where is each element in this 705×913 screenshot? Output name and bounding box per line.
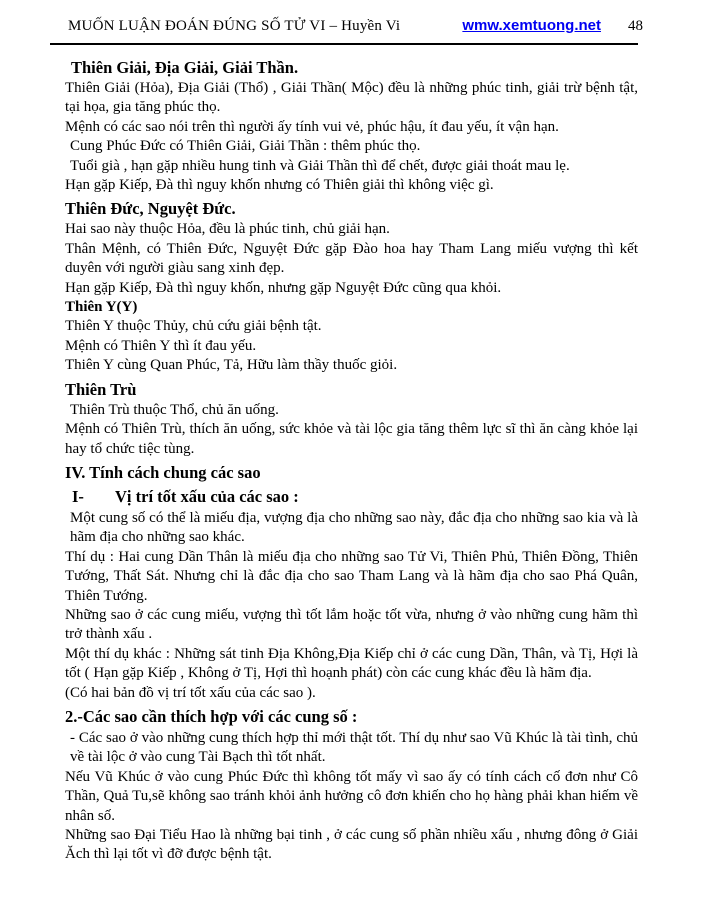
paragraph: Một cung số có thể là miếu địa, vượng địa cho những sao này, đắc địa cho những sao kia và là hãm địa cho những sao khác. <box>70 509 638 546</box>
paragraph: Tuổi già , hạn gặp nhiều hung tinh và Giải Thần thì để chết, được giải thoát mau lẹ. <box>70 157 570 174</box>
page-number: 48 <box>628 18 643 34</box>
heading-number: I- <box>72 486 84 506</box>
paragraph: Hạn gặp Kiếp, Đà thì nguy khốn nhưng có Thiên giải thì không việc gì. <box>65 177 494 194</box>
paragraph: Thân Mệnh, có Thiên Đức, Nguyệt Đức gặp Đào hoa hay Tham Lang miếu vượng thì kết duyên với người giàu sang xinh đẹp. <box>65 240 638 277</box>
section-heading: Thiên Trù <box>65 379 137 399</box>
paragraph: - Các sao ở vào những cung thích hợp thỉ mới thật tốt. Thí dụ như sao Vũ Khúc là tài tình, chủ về tài lộc ở vào cung Tài Bạch thì tốt nhất. <box>70 729 638 766</box>
section-heading: 2.-Các sao cần thích hợp với các cung số : <box>65 706 358 726</box>
paragraph: Mệnh có các sao nói trên thì người ấy tính vui vẻ, phúc hậu, ít đau yếu, ít vận hạn. <box>65 118 559 135</box>
paragraph: Thiên Giải (Hỏa), Địa Giải (Thổ) , Giải Thần( Mộc) đều là những phúc tinh, giải trừ bệnh tật, tại họa, gia tăng phúc thọ. <box>65 80 638 116</box>
paragraph: Thiên Y thuộc Thủy, chủ cứu giải bệnh tật. <box>65 318 322 335</box>
paragraph: Mệnh có Thiên Y thì ít đau yếu. <box>65 337 257 354</box>
paragraph: Những sao Đại Tiểu Hao là những bại tinh , ở các cung số phần nhiều xấu , nhưng đông ở Giải Ăch thì lại tốt vì đỡ được bệnh tật. <box>65 827 638 863</box>
header-website-link[interactable]: wmw.xemtuong.net <box>462 17 601 34</box>
paragraph: Cung Phúc Đức có Thiên Giải, Giải Thần : thêm phúc thọ. <box>70 138 421 155</box>
paragraph: (Có hai bản đồ vị trí tốt xấu của các sao ). <box>65 684 316 701</box>
paragraph: Thiên Trù thuộc Thổ, chủ ăn uống. <box>70 401 279 418</box>
header-title: MUỐN LUẬN ĐOÁN ĐÚNG SỐ TỬ VI – Huyền Vi <box>68 18 401 34</box>
section-heading: Thiên Y(Y) <box>65 299 138 316</box>
document-body <box>0 45 705 865</box>
paragraph: Một thí dụ khác : Những sát tinh Địa Không,Địa Kiếp chỉ ở các cung Dần, Thân, và Tị, Hợi là tốt ( Hạn gặp Kiếp , Không ở Tị, Hợi thì hoạnh phát) còn các cung khác đều là hãm địa. <box>65 645 638 682</box>
section-heading: Thiên Giải, Địa Giải, Giải Thần. <box>71 58 299 77</box>
section-heading: IV. Tính cách chung các sao <box>65 462 261 482</box>
section-heading: Thiên Đức, Nguyệt Đức. <box>65 199 236 219</box>
paragraph: Những sao ở các cung miếu, vượng thì tốt lắm hoặc tốt vừa, nhưng ở vào những cung hãm thì trở thành xấu . <box>65 606 638 643</box>
heading-text: Vị trí tốt xấu của các sao : <box>115 486 299 506</box>
paragraph: Hạn gặp Kiếp, Đà thì nguy khốn, nhưng gặp Nguyệt Đức cũng qua khỏi. <box>65 279 502 296</box>
paragraph: Hai sao này thuộc Hỏa, đều là phúc tinh, chủ giải hạn. <box>65 221 390 238</box>
page-header <box>0 0 705 35</box>
paragraph: Thiên Y cùng Quan Phúc, Tả, Hữu làm thầy thuốc giỏi. <box>65 357 398 374</box>
section-heading <box>65 486 638 507</box>
paragraph: Nếu Vũ Khúc ở vào cung Phúc Đức thì không tốt mấy vì sao ấy có tính cách cố đơn như Cô Thần, Quả Tu,sẽ không sao tránh khỏi ảnh hưởng cô đơn khiến cho họ hàng phải khan hiếm về nhân số. <box>65 768 638 824</box>
paragraph: Thí dụ : Hai cung Dần Thân là miếu địa cho những sao Tử Vi, Thiên Phủ, Thiên Đồng, Thiên Tướng, Thất Sát. Nhưng chỉ là đắc địa cho sao Tham Lang và là hãm địa cho sao Phá Quân, Thiên Tướng. <box>65 548 638 604</box>
paragraph: Mệnh có Thiên Trù, thích ăn uống, sức khỏe và tài lộc gia tăng thêm lực sĩ thì ăn càng khỏe lại hay tổ chức tiệc tùng. <box>65 421 638 457</box>
